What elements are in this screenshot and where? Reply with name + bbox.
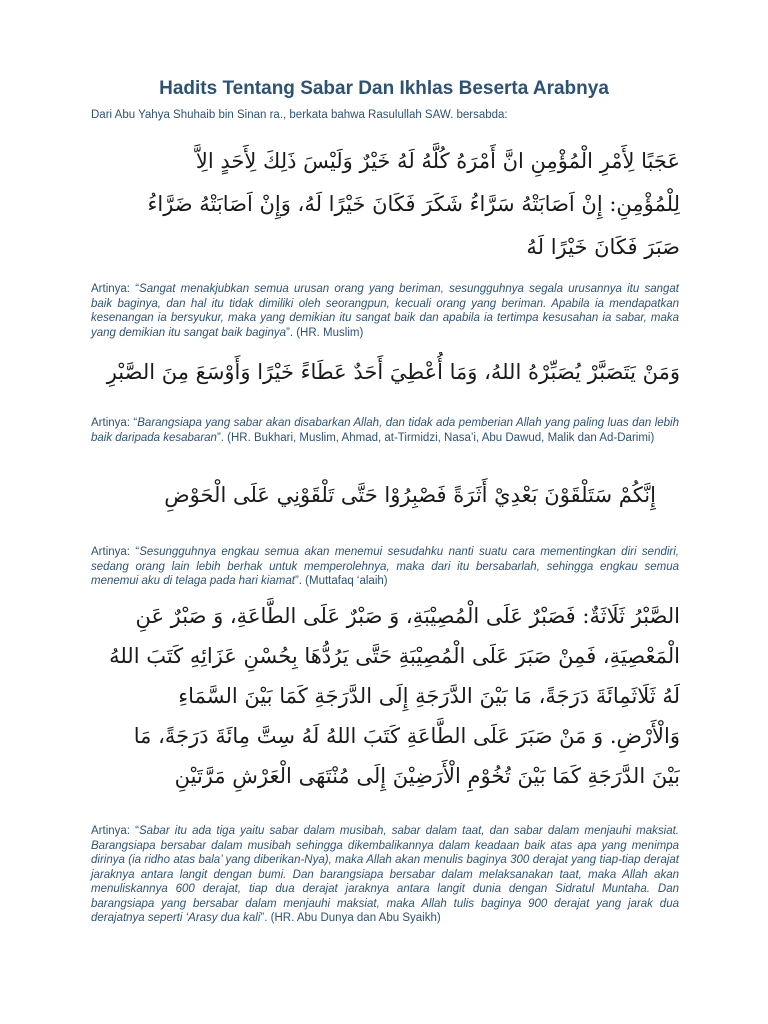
arabic-line: عَجَبًا لِأَمْرِ الْمُؤْمِنِ انَّ أَمْرَهُ كُلَّهُ لَهُ خَيْرٌ وَلَيْسَ ذَلِكَ لِأَحَدٍ الِاَّ (195, 149, 680, 173)
translation-prefix: Artinya: “ (91, 546, 140, 558)
translation-source: ”. (HR. Abu Dunya dan Abu Syaikh) (260, 912, 441, 924)
arabic-line: لِلْمُؤْمِنِ: إِنْ اَصَابَتْهُ سَرَّاءُ شَكَرَ فَكَانَ خَيْرًا لَهُ، وَإِنْ اَصَابَتْهُ ضَرَّاءُ (147, 192, 680, 216)
translation-source: ”. (HR. Muslim) (286, 326, 364, 339)
arabic-hadith-1 (96, 140, 680, 269)
arabic-line: لَهُ ثَلَاثَمِائَةَ دَرَجَةً، مَا بَيْنَ الدَّرَجَةِ إِلَى الدَّرَجَةِ كَمَا بَيْنَ السَّمَاءِ (178, 684, 680, 708)
translation-prefix: Artinya: “ (91, 417, 138, 429)
translation-prefix: Artinya: “ (91, 825, 139, 837)
arabic-line: الصَّبْرُ ثَلَاثَةٌ: فَصَبْرٌ عَلَى الْمُصِيْبَةِ، وَ صَبْرٌ عَلَى الطَّاعَةِ، وَ صَبْرٌ عَنِ (135, 604, 680, 628)
translation-quote: Sangat menakjubkan semua urusan orang yang beriman, sesungguhnya segala urusannya itu sangat baik baginya, dan hal itu tidak dimiliki oleh seorangpun, kecuali orang yang beriman. Apabila ia mendapatkan kesenangan ia bersyukur, maka yang demikian itu sangat baik dan apabila ia tertimpa kesusahan ia sabar, maka yang demikian itu sangat baik baginya (91, 283, 679, 339)
arabic-line: إِنَّكُمْ سَتَلْقَوْنَ بَعْدِيْ أَثَرَةً فَصْبِرُوْا حَتَّى تَلْقَوْنِي عَلَى الْحَوْضِ (164, 483, 656, 507)
translation-quote: Sesungguhnya engkau semua akan menemui sesudahku nanti suatu cara mementingkan diri sendiri, sedang orang lain lebih berhak untuk memperolehnya, maka dari itu bersabarlah, sehingga engkau semua menemui aku di telaga pada hari kiamat (91, 546, 680, 587)
translation-prefix: Artinya: “ (91, 283, 140, 295)
arabic-hadith-3 (96, 475, 656, 515)
arabic-line: صَبَرَ فَكَانَ خَيْرًا لَهُ (526, 235, 680, 259)
page-title: Hadits Tentang Sabar Dan Ikhlas Beserta Arabnya (159, 78, 609, 99)
intro-text: Dari Abu Yahya Shuhaib bin Sinan ra., berkata bahwa Rasulullah SAW. bersabda: (91, 109, 508, 121)
arabic-line: بَيْنَ الدَّرَجَةِ كَمَا بَيْنَ تُخُوْمِ الْأَرَضِيْنَ إِلَى مُنْتَهَى الْعَرْشِ مَرَّتَيْنِ (174, 764, 680, 788)
arabic-line: الْمَعْصِيَةِ، فَمِنْ صَبَرَ عَلَى الْمُصِيْبَةِ حَتَّى يَرُدُّهَا بِحُسْنِ عَزَائِهِ كَتَبَ اللهُ (109, 644, 680, 668)
arabic-line: وَالْأَرْضِ. وَ مَنْ صَبَرَ عَلَى الطَّاعَةِ كَتَبَ اللهُ لَهُ سِتَّ مِائَةَ دَرَجَةً، مَا (133, 724, 680, 748)
translation-2 (91, 416, 679, 445)
translation-quote: Sabar itu ada tiga yaitu sabar dalam musibah, sabar dalam taat, dan sabar dalam menjauhi maksiat. Barangsiapa bersabar dalam musibah sehingga dikembalikannya dalam keadaan baik atas apa yang menimpa dirinya (ia ridho atas bala’ yang diberikan-Nya), maka Allah akan menulis baginya 300 derajat yang tiap-tiap derajat jaraknya antara langit dengan bumi. Dan barangsiapa bersabar dalam melaksanakan taat, maka Allah akan menuliskannya 600 derajat, tiap dua derajat jaraknya antara langit dunia dengan Sidratul Muntaha. Dan barangsiapa yang bersabar dalam menjauhi maksiat, maka Allah tulis baginya 900 derajat yang jarak dua derajatnya seperti ‘Arasy dua kali (91, 825, 679, 924)
translation-source: ”. (Muttafaq ‘alaih) (294, 575, 388, 587)
translation-quote: Barangsiapa yang sabar akan disabarkan Allah, dan tidak ada pemberian Allah yang paling luas dan lebih baik daripada kesabaran (91, 417, 680, 444)
translation-source: ”. (HR. Bukhari, Muslim, Ahmad, at-Tirmidzi, Nasa’i, Abu Dawud, Malik dan Ad-Darimi) (216, 431, 655, 444)
arabic-line: وَمَنْ يَتَصَبَّرْ يُصَبِّرْهُ اللهُ، وَمَا أُعْطِيَ أَحَدٌ عَطَاءً خَيْرًا وَأَوْسَعَ مِنَ الصَّبْرِ (106, 360, 680, 384)
translation-1 (91, 282, 679, 340)
arabic-hadith-2 (96, 352, 680, 392)
arabic-hadith-4 (96, 596, 680, 796)
translation-3 (91, 545, 679, 589)
translation-4 (91, 824, 679, 926)
